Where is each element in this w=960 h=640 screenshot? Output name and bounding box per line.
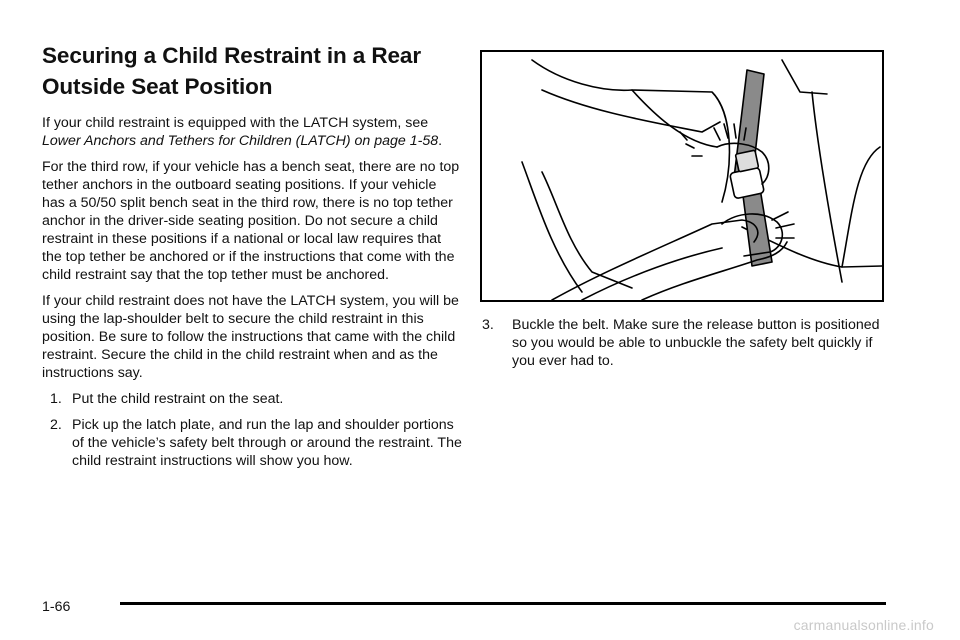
- step-2: [42, 416, 462, 470]
- seat-panel: [632, 90, 717, 147]
- step-text: Pick up the latch plate, and run the lap and shoulder portions of the vehicle’s safety belt through or around the restraint. The child restraint instructions will show you how.: [72, 417, 462, 469]
- latch-cross-reference[interactable]: Lower Anchors and Tethers for Children (LATCH) on page 1-58: [42, 133, 439, 149]
- seat-crease: [542, 172, 632, 288]
- section-heading: Securing a Child Restraint in a Rear Outside Seat Position: [42, 43, 421, 99]
- intro-text-end: .: [438, 133, 443, 149]
- seat-cushion-line: [542, 90, 720, 132]
- right-column: [480, 50, 886, 378]
- step-number: 2.: [50, 417, 62, 433]
- step-text: Buckle the belt. Make sure the release button is positioned so you would be able to unbuckle the safety belt quickly if you ever had to.: [512, 317, 880, 369]
- site-watermark: carmanualsonline.info: [793, 617, 934, 633]
- buckling-illustration: [480, 50, 884, 302]
- intro-paragraph: [42, 114, 462, 150]
- left-column: [42, 40, 462, 478]
- step-text: Put the child restraint on the seat.: [72, 391, 284, 407]
- step-1: [42, 390, 462, 408]
- step-number: 1.: [50, 391, 62, 407]
- page-number: 1-66: [42, 599, 71, 615]
- step-number: 3.: [482, 317, 494, 333]
- step-3: [480, 316, 886, 370]
- belt-buckle-drawing: [482, 52, 882, 300]
- third-row-paragraph: For the third row, if your vehicle has a bench seat, there are no top tether anchors in the outboard seating positions. If your vehicle has a 50/50 split bench seat in the third row, there is no top tether anchor in the driver-side seating position. Do not secure a child restraint in these positions if a national or local law requires that the top tether be anchored or if the instructions that come with the child restraint say that the top tether must be anchored.: [42, 159, 460, 283]
- seat-right-top: [782, 60, 827, 94]
- buckle: [730, 167, 765, 199]
- latch-plate: [735, 150, 758, 172]
- seat-rear-edge: [842, 147, 880, 267]
- no-latch-paragraph: If your child restraint does not have the LATCH system, you will be using the lap-shoulder belt to secure the child restraint in this position. Be sure to follow the instructions that came with the child restraint. Secure the child in the child restraint when and as the instructions say.: [42, 293, 459, 381]
- motion-marks: [680, 132, 702, 156]
- footer-rule: [120, 602, 886, 605]
- intro-text: If your child restraint is equipped with the LATCH system, see: [42, 115, 429, 131]
- seat-edge-lower: [522, 162, 582, 292]
- seat-right-edge: [812, 92, 842, 282]
